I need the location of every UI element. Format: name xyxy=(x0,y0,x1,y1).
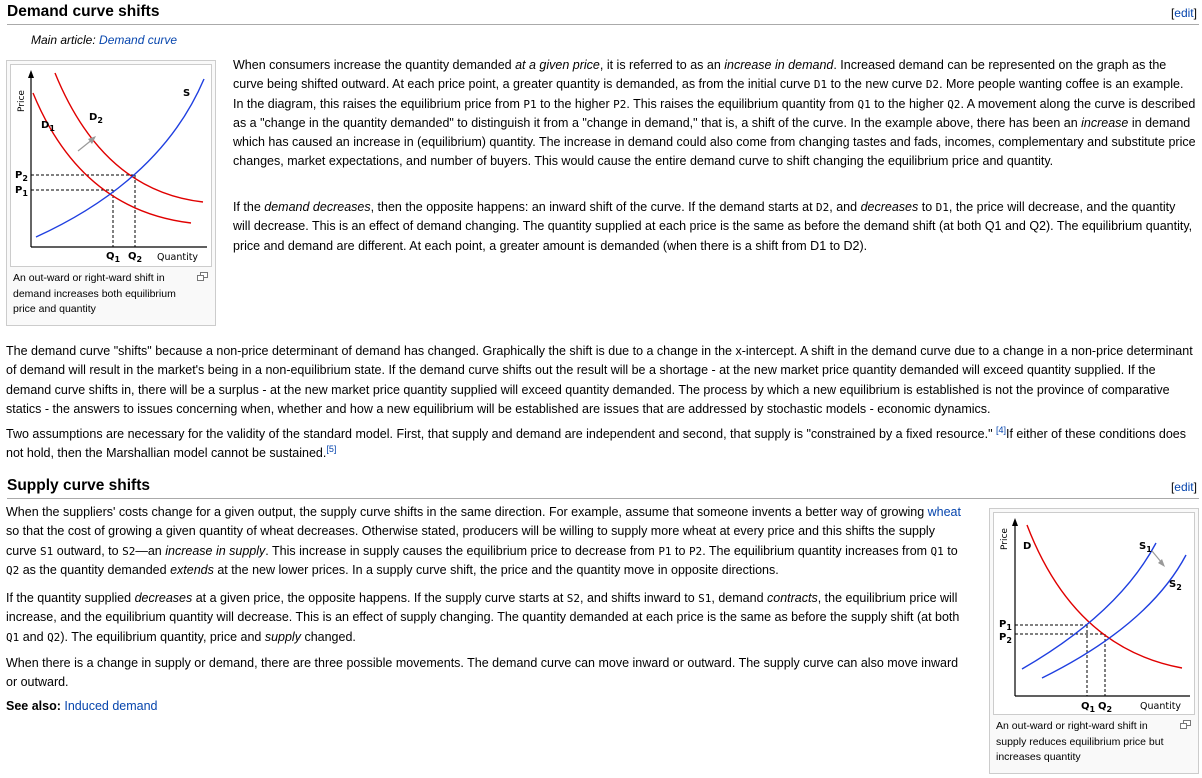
svg-text:P1: $P_1$ xyxy=(999,619,1012,632)
label-p1: P xyxy=(999,619,1007,630)
inline-link[interactable]: [5] xyxy=(326,444,337,455)
supply-paragraph-1: When the suppliers' costs change for a given output, the supply curve shifts in the same direction. For example, assume that someone invents a better way of growing wheat so that the cost of growing a given quantity of wheat decreases. Otherwise stated, producers will be willing to supply more wheat at every price and this shifts the supply curve S1 outward, to S2—an increase in supply. This increase in supply causes the equilibrium price to decrease from P1 to P2. The equilibrium quantity increases from Q1 to Q2 as the quantity demanded extends at the new lower prices. In a supply curve shift, the price and the quantity move in opposite directions. xyxy=(6,505,961,577)
d2-curve xyxy=(55,73,203,202)
figure-caption: An out-ward or right-ward shift in supply reduces equilibrium price but increases quantity xyxy=(996,720,1164,763)
demand-paragraph-2: If the demand decreases, then the opposite happens: an inward shift of the curve. If the demand starts at D2, and decreases to D1, the price will decrease, and the quantity will decrease. This is an effect of demand changing. The quantity supplied at each price is the same as before the demand shift (at both Q1 and Q2). The equilibrium quantity, price and demand are different. At each point, a greater amount is demanded (when there is a shift from D1 to D2). xyxy=(233,200,1193,253)
svg-text:Q1: $Q_1$ xyxy=(1081,701,1096,714)
svg-text:Q2: $Q_2$ xyxy=(1098,701,1113,714)
label-p1: P xyxy=(15,185,23,196)
label-d2: D xyxy=(89,112,98,123)
svg-text:S1: $S_1$ xyxy=(1139,541,1152,554)
svg-text:P2: $P_2$ xyxy=(15,170,28,183)
edit-link-section1[interactable]: [edit] xyxy=(1170,6,1197,20)
label-p2: P xyxy=(15,170,23,181)
svg-text:P2: $P_2$ xyxy=(999,632,1012,645)
main-article-note: Main article: Demand curve xyxy=(31,33,178,47)
label-q2: Q xyxy=(1098,701,1107,712)
label-s1: S xyxy=(1139,541,1147,552)
label-p2: P xyxy=(999,632,1007,643)
svg-text:Q1: $Q_1$ xyxy=(106,251,121,264)
svg-text:D1: $D_1$ xyxy=(41,120,55,133)
s2-curve xyxy=(1042,555,1186,678)
label-s2: S xyxy=(1169,579,1177,590)
enlarge-icon[interactable] xyxy=(1180,720,1191,729)
induced-demand-link[interactable]: Induced demand xyxy=(64,699,158,713)
demand-shift-figure xyxy=(6,60,216,326)
section-heading-supply-curve-shifts: Supply curve shifts xyxy=(7,477,150,494)
demand-paragraph-1: When consumers increase the quantity demanded at a given price, it is referred to as an increase in demand. Increased demand can be represented on the graph as the curve being shifted outward. At each price point, a greater quantity is demanded, as from the initial curve D1 to the new curve D2. More people wanting coffee is an example. In the diagram, this raises the equilibrium price from P1 to the higher P2. This raises the equilibrium quantity from Q1 to the higher Q2. A movement along the curve is described as a "change in the quantity demanded" to distinguish it from a "change in demand," that is, a shift of the curve. In the example above, there has been an increase in demand which has caused an increase in (equilibrium) quantity. The increase in demand could also come from changing tastes and fads, incomes, complementary and substitute price changes, market expectations, and number of buyers. This would cause the entire demand curve to shift changing the equilibrium price and quantity. xyxy=(233,58,1196,169)
price-axis-label: Price xyxy=(1000,528,1010,550)
supply-shift-figure xyxy=(989,508,1199,774)
heading-underline xyxy=(7,498,1199,499)
inline-link[interactable]: wheat xyxy=(927,505,961,519)
quantity-axis-label: Quantity xyxy=(157,252,199,263)
see-also: See also: Induced demand xyxy=(6,699,158,713)
heading-underline xyxy=(7,24,1199,25)
svg-text:Q2: $Q_2$ xyxy=(128,251,143,264)
demand-paragraph-3: The demand curve "shifts" because a non-price determinant of demand has changed. Graphically the shift is due to a change in the x-intercept. A shift in the demand curve due to a change in a non-price determinant of demand will result in the market's being in a non-equilibrium state. If the demand curve shifts out the result will be a shortage - at the new market price quantity demanded will exceed quantity supplied. If the demand curve shifts in, there will be a surplus - at the new market price quantity supplied will exceed quantity demanded. The process by which a new equilibrium is established is not the province of comparative statics - the answers to issues concerning when, whether and how a new equilibrium will be established are issues that are addressed by stochastic models - economic dynamics. xyxy=(6,344,1193,416)
supply-curve xyxy=(36,79,204,237)
d1-curve xyxy=(33,93,191,223)
edit-link-text[interactable]: edit xyxy=(1174,6,1194,20)
supply-paragraph-3: When there is a change in supply or demand, there are three possible movements. The demand curve can move inward or outward. The supply curve can also move inward or outward. xyxy=(6,656,959,690)
inline-link[interactable]: [4] xyxy=(995,424,1006,435)
supply-paragraph-2: If the quantity supplied decreases at a given price, the opposite happens. If the supply curve starts at S2, and shifts inward to S1, demand contracts, the equilibrium price will increase, and the equilibrium quantity will decrease. This is an effect of supply changing. The quantity demanded at each price is the same as before the supply shift (at both Q1 and Q2). The equilibrium quantity, price and supply changed. xyxy=(6,591,960,644)
label-q1: Q xyxy=(106,251,115,262)
price-axis-label: Price xyxy=(17,90,27,112)
svg-text:D2: $D_2$ xyxy=(89,112,103,125)
svg-text:S2: $S_2$ xyxy=(1169,579,1182,592)
demand-paragraph-4: Two assumptions are necessary for the validity of the standard model. First, that supply and demand are independent and second, that supply is "constrained by a fixed resource." [4]If either of these conditions does not hold, then the Marshallian model cannot be sustained.[5] xyxy=(6,424,1186,461)
label-q2: Q xyxy=(128,251,137,262)
s1-curve xyxy=(1022,543,1156,669)
label-d: D xyxy=(1023,541,1032,552)
label-d1: D xyxy=(41,120,50,131)
quantity-axis-label: Quantity xyxy=(1140,701,1182,712)
figure-caption: An out-ward or right-ward shift in demand increases both equilibrium price and quantity xyxy=(13,272,176,315)
supply-shift-diagram[interactable] xyxy=(993,512,1195,715)
label-q1: Q xyxy=(1081,701,1090,712)
svg-text:P1: $P_1$ xyxy=(15,185,28,198)
label-s: S xyxy=(183,88,191,99)
edit-link-text[interactable]: edit xyxy=(1174,480,1194,494)
edit-link-section2[interactable]: [edit] xyxy=(1170,480,1197,494)
enlarge-icon[interactable] xyxy=(197,272,208,281)
main-article-link[interactable]: Demand curve xyxy=(99,33,178,47)
section-heading-demand-curve-shifts: Demand curve shifts xyxy=(7,3,160,20)
demand-shift-diagram[interactable] xyxy=(10,64,212,267)
